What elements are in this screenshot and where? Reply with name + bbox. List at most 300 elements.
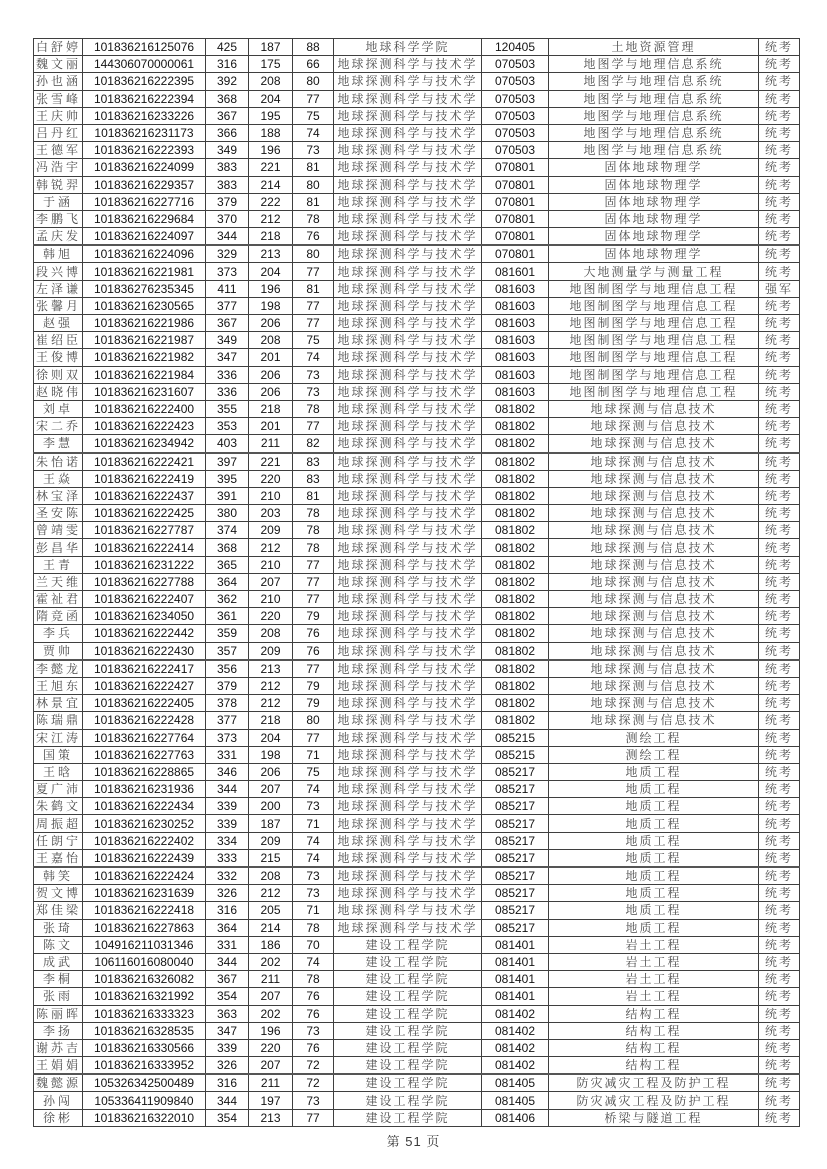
exam-number-cell: 101836216231607 xyxy=(83,383,206,400)
college-cell: 地球探测科学与技术学 xyxy=(334,73,482,90)
score-1-cell: 383 xyxy=(206,159,249,176)
score-2-cell: 204 xyxy=(249,729,293,746)
score-3-cell: 83 xyxy=(293,470,334,487)
score-1-cell: 397 xyxy=(206,453,249,471)
exam-type-cell: 统考 xyxy=(759,159,800,176)
name-cell: 宋二乔 xyxy=(34,418,83,435)
table-body xyxy=(34,39,800,1127)
score-1-cell: 363 xyxy=(206,1005,249,1022)
name-cell: 彭昌华 xyxy=(34,539,83,556)
score-1-cell: 354 xyxy=(206,988,249,1005)
major-name-cell: 地质工程 xyxy=(549,798,759,815)
major-name-cell: 地球探测与信息技术 xyxy=(549,556,759,573)
score-2-cell: 210 xyxy=(249,591,293,608)
table-row xyxy=(34,193,800,210)
major-name-cell: 地质工程 xyxy=(549,815,759,832)
college-cell: 地球探测科学与技术学 xyxy=(334,867,482,885)
score-1-cell: 356 xyxy=(206,660,249,678)
score-2-cell: 220 xyxy=(249,608,293,625)
name-cell: 徐则双 xyxy=(34,366,83,383)
score-1-cell: 374 xyxy=(206,522,249,539)
table-row xyxy=(34,90,800,107)
name-cell: 孙闯 xyxy=(34,1092,83,1109)
score-2-cell: 198 xyxy=(249,297,293,314)
score-1-cell: 339 xyxy=(206,815,249,832)
score-2-cell: 205 xyxy=(249,902,293,919)
college-cell: 地球探测科学与技术学 xyxy=(334,142,482,159)
name-cell: 赵晓伟 xyxy=(34,383,83,400)
score-3-cell: 76 xyxy=(293,228,334,246)
score-1-cell: 344 xyxy=(206,1092,249,1109)
major-code-cell: 070801 xyxy=(482,193,549,210)
college-cell: 地球探测科学与技术学 xyxy=(334,366,482,383)
score-2-cell: 201 xyxy=(249,349,293,366)
table-row xyxy=(34,263,800,280)
major-code-cell: 081402 xyxy=(482,1057,549,1075)
score-2-cell: 203 xyxy=(249,505,293,522)
score-1-cell: 349 xyxy=(206,142,249,159)
score-3-cell: 75 xyxy=(293,332,334,349)
table-row xyxy=(34,677,800,694)
major-name-cell: 地球探测与信息技术 xyxy=(549,712,759,729)
major-code-cell: 081802 xyxy=(482,660,549,678)
exam-number-cell: 101836216234942 xyxy=(83,435,206,453)
score-2-cell: 214 xyxy=(249,176,293,193)
score-2-cell: 210 xyxy=(249,487,293,504)
college-cell: 地球探测科学与技术学 xyxy=(334,902,482,919)
exam-number-cell: 101836216222421 xyxy=(83,453,206,471)
score-1-cell: 326 xyxy=(206,1057,249,1075)
exam-number-cell: 101836216222424 xyxy=(83,867,206,885)
exam-number-cell: 101836216328535 xyxy=(83,1022,206,1039)
score-2-cell: 222 xyxy=(249,193,293,210)
exam-type-cell: 统考 xyxy=(759,867,800,885)
college-cell: 地球探测科学与技术学 xyxy=(334,453,482,471)
score-2-cell: 188 xyxy=(249,124,293,141)
exam-number-cell: 101836216231222 xyxy=(83,556,206,573)
major-name-cell: 地球探测与信息技术 xyxy=(549,642,759,660)
table-row xyxy=(34,228,800,246)
score-1-cell: 373 xyxy=(206,263,249,280)
name-cell: 赵强 xyxy=(34,315,83,332)
score-2-cell: 208 xyxy=(249,73,293,90)
major-code-cell: 081406 xyxy=(482,1109,549,1126)
exam-type-cell: 统考 xyxy=(759,349,800,366)
major-name-cell: 地图制图学与地理信息工程 xyxy=(549,297,759,314)
major-name-cell: 地球探测与信息技术 xyxy=(549,453,759,471)
major-name-cell: 地球探测与信息技术 xyxy=(549,608,759,625)
exam-type-cell: 统考 xyxy=(759,418,800,435)
college-cell: 地球探测科学与技术学 xyxy=(334,608,482,625)
exam-type-cell: 统考 xyxy=(759,245,800,263)
major-name-cell: 地图制图学与地理信息工程 xyxy=(549,332,759,349)
major-name-cell: 地球探测与信息技术 xyxy=(549,660,759,678)
major-code-cell: 081802 xyxy=(482,712,549,729)
score-1-cell: 355 xyxy=(206,400,249,417)
score-2-cell: 206 xyxy=(249,383,293,400)
college-cell: 地球探测科学与技术学 xyxy=(334,487,482,504)
major-name-cell: 地图制图学与地理信息工程 xyxy=(549,366,759,383)
major-code-cell: 070503 xyxy=(482,90,549,107)
exam-number-cell: 101836216222400 xyxy=(83,400,206,417)
table-row xyxy=(34,435,800,453)
exam-number-cell: 101836216222423 xyxy=(83,418,206,435)
exam-number-cell: 106116016080040 xyxy=(83,953,206,970)
college-cell: 地球探测科学与技术学 xyxy=(334,332,482,349)
score-3-cell: 76 xyxy=(293,642,334,660)
table-row xyxy=(34,315,800,332)
major-name-cell: 地球探测与信息技术 xyxy=(549,522,759,539)
score-3-cell: 77 xyxy=(293,90,334,107)
name-cell: 成武 xyxy=(34,953,83,970)
exam-number-cell: 101836216222427 xyxy=(83,677,206,694)
major-name-cell: 地球探测与信息技术 xyxy=(549,677,759,694)
table-row xyxy=(34,107,800,124)
name-cell: 张馨月 xyxy=(34,297,83,314)
exam-number-cell: 101836216222418 xyxy=(83,902,206,919)
name-cell: 陈丽晖 xyxy=(34,1005,83,1022)
score-1-cell: 383 xyxy=(206,176,249,193)
college-cell: 地球探测科学与技术学 xyxy=(334,435,482,453)
exam-type-cell: 统考 xyxy=(759,763,800,780)
college-cell: 地球探测科学与技术学 xyxy=(334,712,482,729)
college-cell: 地球探测科学与技术学 xyxy=(334,297,482,314)
score-3-cell: 81 xyxy=(293,487,334,504)
major-name-cell: 地球探测与信息技术 xyxy=(549,573,759,590)
major-code-cell: 081802 xyxy=(482,539,549,556)
table-row xyxy=(34,798,800,815)
score-2-cell: 207 xyxy=(249,988,293,1005)
college-cell: 地球探测科学与技术学 xyxy=(334,315,482,332)
major-code-cell: 070801 xyxy=(482,210,549,227)
score-2-cell: 208 xyxy=(249,332,293,349)
exam-number-cell: 101836216330566 xyxy=(83,1039,206,1056)
exam-type-cell: 统考 xyxy=(759,73,800,90)
score-1-cell: 361 xyxy=(206,608,249,625)
score-2-cell: 221 xyxy=(249,453,293,471)
score-1-cell: 334 xyxy=(206,832,249,849)
name-cell: 段兴博 xyxy=(34,263,83,280)
table-row xyxy=(34,556,800,573)
major-name-cell: 地图学与地理信息系统 xyxy=(549,90,759,107)
exam-type-cell: 统考 xyxy=(759,1074,800,1092)
score-1-cell: 332 xyxy=(206,867,249,885)
score-3-cell: 71 xyxy=(293,815,334,832)
score-3-cell: 80 xyxy=(293,245,334,263)
score-1-cell: 346 xyxy=(206,763,249,780)
score-3-cell: 78 xyxy=(293,539,334,556)
college-cell: 地球探测科学与技术学 xyxy=(334,781,482,798)
exam-number-cell: 101836216222417 xyxy=(83,660,206,678)
score-2-cell: 198 xyxy=(249,746,293,763)
major-code-cell: 081802 xyxy=(482,400,549,417)
name-cell: 王旭东 xyxy=(34,677,83,694)
name-cell: 张雪峰 xyxy=(34,90,83,107)
major-code-cell: 070503 xyxy=(482,73,549,90)
score-1-cell: 339 xyxy=(206,798,249,815)
table-row xyxy=(34,142,800,159)
name-cell: 国策 xyxy=(34,746,83,763)
score-2-cell: 202 xyxy=(249,1005,293,1022)
name-cell: 左泽谦 xyxy=(34,280,83,297)
college-cell: 地球探测科学与技术学 xyxy=(334,470,482,487)
exam-number-cell: 101836216221986 xyxy=(83,315,206,332)
score-1-cell: 331 xyxy=(206,936,249,953)
college-cell: 建设工程学院 xyxy=(334,936,482,953)
exam-number-cell: 101836216221982 xyxy=(83,349,206,366)
college-cell: 地球探测科学与技术学 xyxy=(334,642,482,660)
score-2-cell: 187 xyxy=(249,39,293,56)
score-3-cell: 74 xyxy=(293,953,334,970)
name-cell: 张琦 xyxy=(34,919,83,936)
score-3-cell: 75 xyxy=(293,763,334,780)
major-name-cell: 地图制图学与地理信息工程 xyxy=(549,383,759,400)
exam-type-cell: 统考 xyxy=(759,142,800,159)
name-cell: 曾靖雯 xyxy=(34,522,83,539)
score-2-cell: 206 xyxy=(249,366,293,383)
score-2-cell: 206 xyxy=(249,763,293,780)
score-3-cell: 77 xyxy=(293,729,334,746)
exam-number-cell: 101836216222437 xyxy=(83,487,206,504)
major-name-cell: 地图制图学与地理信息工程 xyxy=(549,349,759,366)
score-1-cell: 329 xyxy=(206,245,249,263)
exam-type-cell: 统考 xyxy=(759,729,800,746)
exam-number-cell: 101836216222407 xyxy=(83,591,206,608)
exam-type-cell: 统考 xyxy=(759,400,800,417)
table-row xyxy=(34,297,800,314)
score-1-cell: 347 xyxy=(206,1022,249,1039)
name-cell: 王德军 xyxy=(34,142,83,159)
score-2-cell: 202 xyxy=(249,953,293,970)
score-3-cell: 79 xyxy=(293,695,334,712)
score-1-cell: 344 xyxy=(206,953,249,970)
score-3-cell: 77 xyxy=(293,556,334,573)
college-cell: 建设工程学院 xyxy=(334,1074,482,1092)
college-cell: 地球探测科学与技术学 xyxy=(334,400,482,417)
major-name-cell: 岩土工程 xyxy=(549,988,759,1005)
score-3-cell: 73 xyxy=(293,885,334,902)
score-1-cell: 368 xyxy=(206,90,249,107)
table-row xyxy=(34,418,800,435)
score-3-cell: 73 xyxy=(293,867,334,885)
score-3-cell: 78 xyxy=(293,919,334,936)
name-cell: 于涵 xyxy=(34,193,83,210)
name-cell: 刘卓 xyxy=(34,400,83,417)
score-2-cell: 220 xyxy=(249,1039,293,1056)
score-3-cell: 71 xyxy=(293,746,334,763)
exam-number-cell: 144306070000061 xyxy=(83,56,206,73)
table-row xyxy=(34,746,800,763)
score-2-cell: 211 xyxy=(249,971,293,988)
score-1-cell: 367 xyxy=(206,107,249,124)
table-row xyxy=(34,832,800,849)
name-cell: 孙也涵 xyxy=(34,73,83,90)
table-row xyxy=(34,1092,800,1109)
exam-type-cell: 统考 xyxy=(759,849,800,867)
major-name-cell: 固体地球物理学 xyxy=(549,245,759,263)
score-3-cell: 81 xyxy=(293,193,334,210)
table-row xyxy=(34,39,800,56)
exam-type-cell: 统考 xyxy=(759,936,800,953)
table-row xyxy=(34,781,800,798)
exam-number-cell: 101836216221984 xyxy=(83,366,206,383)
major-name-cell: 地球探测与信息技术 xyxy=(549,487,759,504)
score-1-cell: 347 xyxy=(206,349,249,366)
name-cell: 王俊博 xyxy=(34,349,83,366)
name-cell: 隋竞函 xyxy=(34,608,83,625)
score-3-cell: 75 xyxy=(293,107,334,124)
exam-type-cell: 统考 xyxy=(759,297,800,314)
name-cell: 韩锐羿 xyxy=(34,176,83,193)
score-2-cell: 208 xyxy=(249,867,293,885)
score-3-cell: 77 xyxy=(293,573,334,590)
name-cell: 白舒婷 xyxy=(34,39,83,56)
major-name-cell: 地球探测与信息技术 xyxy=(549,435,759,453)
name-cell: 王焱 xyxy=(34,470,83,487)
major-name-cell: 防灾减灾工程及防护工程 xyxy=(549,1092,759,1109)
exam-type-cell: 统考 xyxy=(759,573,800,590)
score-3-cell: 76 xyxy=(293,1039,334,1056)
score-3-cell: 77 xyxy=(293,297,334,314)
major-code-cell: 081405 xyxy=(482,1074,549,1092)
score-1-cell: 344 xyxy=(206,781,249,798)
exam-type-cell: 统考 xyxy=(759,798,800,815)
major-code-cell: 081802 xyxy=(482,435,549,453)
name-cell: 朱怡诺 xyxy=(34,453,83,471)
major-name-cell: 结构工程 xyxy=(549,1005,759,1022)
college-cell: 地球探测科学与技术学 xyxy=(334,124,482,141)
score-2-cell: 215 xyxy=(249,849,293,867)
score-1-cell: 362 xyxy=(206,591,249,608)
major-code-cell: 081802 xyxy=(482,418,549,435)
college-cell: 地球科学学院 xyxy=(334,39,482,56)
exam-number-cell: 101836216221981 xyxy=(83,263,206,280)
major-code-cell: 081603 xyxy=(482,332,549,349)
major-code-cell: 085217 xyxy=(482,763,549,780)
major-name-cell: 土地资源管理 xyxy=(549,39,759,56)
college-cell: 地球探测科学与技术学 xyxy=(334,556,482,573)
major-name-cell: 地球探测与信息技术 xyxy=(549,400,759,417)
exam-type-cell: 统考 xyxy=(759,176,800,193)
score-1-cell: 353 xyxy=(206,418,249,435)
name-cell: 贾帅 xyxy=(34,642,83,660)
major-name-cell: 地图学与地理信息系统 xyxy=(549,107,759,124)
score-1-cell: 316 xyxy=(206,1074,249,1092)
exam-type-cell: 统考 xyxy=(759,1109,800,1126)
major-code-cell: 081603 xyxy=(482,349,549,366)
exam-type-cell: 统考 xyxy=(759,712,800,729)
major-code-cell: 081802 xyxy=(482,591,549,608)
score-1-cell: 391 xyxy=(206,487,249,504)
college-cell: 地球探测科学与技术学 xyxy=(334,522,482,539)
exam-type-cell: 统考 xyxy=(759,453,800,471)
score-2-cell: 213 xyxy=(249,245,293,263)
major-code-cell: 085217 xyxy=(482,919,549,936)
college-cell: 地球探测科学与技术学 xyxy=(334,245,482,263)
college-cell: 地球探测科学与技术学 xyxy=(334,383,482,400)
name-cell: 王嘉怡 xyxy=(34,849,83,867)
score-2-cell: 204 xyxy=(249,90,293,107)
score-3-cell: 72 xyxy=(293,1057,334,1075)
table-row xyxy=(34,56,800,73)
exam-number-cell: 101836216229684 xyxy=(83,210,206,227)
major-code-cell: 081802 xyxy=(482,608,549,625)
major-code-cell: 081603 xyxy=(482,297,549,314)
score-3-cell: 77 xyxy=(293,1109,334,1126)
score-1-cell: 354 xyxy=(206,1109,249,1126)
table-row xyxy=(34,988,800,1005)
major-code-cell: 081802 xyxy=(482,522,549,539)
college-cell: 地球探测科学与技术学 xyxy=(334,280,482,297)
table-row xyxy=(34,73,800,90)
score-3-cell: 74 xyxy=(293,349,334,366)
major-code-cell: 081401 xyxy=(482,988,549,1005)
name-cell: 陈瑞鼎 xyxy=(34,712,83,729)
exam-type-cell: 统考 xyxy=(759,591,800,608)
exam-number-cell: 101836216227764 xyxy=(83,729,206,746)
major-name-cell: 岩土工程 xyxy=(549,936,759,953)
name-cell: 韩旭 xyxy=(34,245,83,263)
score-3-cell: 74 xyxy=(293,832,334,849)
table-row xyxy=(34,763,800,780)
exam-number-cell: 101836216333323 xyxy=(83,1005,206,1022)
exam-number-cell: 101836216228865 xyxy=(83,763,206,780)
exam-number-cell: 101836216222434 xyxy=(83,798,206,815)
name-cell: 朱鹤文 xyxy=(34,798,83,815)
exam-type-cell: 统考 xyxy=(759,660,800,678)
college-cell: 地球探测科学与技术学 xyxy=(334,159,482,176)
exam-number-cell: 101836216224097 xyxy=(83,228,206,246)
score-3-cell: 66 xyxy=(293,56,334,73)
score-2-cell: 213 xyxy=(249,660,293,678)
exam-type-cell: 统考 xyxy=(759,1005,800,1022)
score-2-cell: 211 xyxy=(249,435,293,453)
score-3-cell: 79 xyxy=(293,608,334,625)
exam-number-cell: 101836216231173 xyxy=(83,124,206,141)
name-cell: 李鹏飞 xyxy=(34,210,83,227)
score-2-cell: 207 xyxy=(249,781,293,798)
exam-type-cell: 统考 xyxy=(759,193,800,210)
score-1-cell: 357 xyxy=(206,642,249,660)
college-cell: 地球探测科学与技术学 xyxy=(334,193,482,210)
exam-number-cell: 101836216224096 xyxy=(83,245,206,263)
major-name-cell: 岩土工程 xyxy=(549,971,759,988)
score-3-cell: 82 xyxy=(293,435,334,453)
college-cell: 建设工程学院 xyxy=(334,1039,482,1056)
name-cell: 李慧 xyxy=(34,435,83,453)
table-row xyxy=(34,210,800,227)
score-1-cell: 316 xyxy=(206,902,249,919)
major-name-cell: 桥梁与隧道工程 xyxy=(549,1109,759,1126)
table-row xyxy=(34,400,800,417)
major-name-cell: 地球探测与信息技术 xyxy=(549,505,759,522)
exam-number-cell: 101836216231639 xyxy=(83,885,206,902)
score-1-cell: 377 xyxy=(206,712,249,729)
score-1-cell: 316 xyxy=(206,56,249,73)
major-code-cell: 070503 xyxy=(482,142,549,159)
name-cell: 李扬 xyxy=(34,1022,83,1039)
score-2-cell: 175 xyxy=(249,56,293,73)
score-2-cell: 207 xyxy=(249,1057,293,1075)
score-2-cell: 208 xyxy=(249,625,293,642)
score-2-cell: 196 xyxy=(249,142,293,159)
exam-number-cell: 101836216222394 xyxy=(83,90,206,107)
name-cell: 冯浩宇 xyxy=(34,159,83,176)
major-code-cell: 085215 xyxy=(482,746,549,763)
score-3-cell: 81 xyxy=(293,159,334,176)
name-cell: 王青 xyxy=(34,556,83,573)
exam-type-cell: 统考 xyxy=(759,315,800,332)
